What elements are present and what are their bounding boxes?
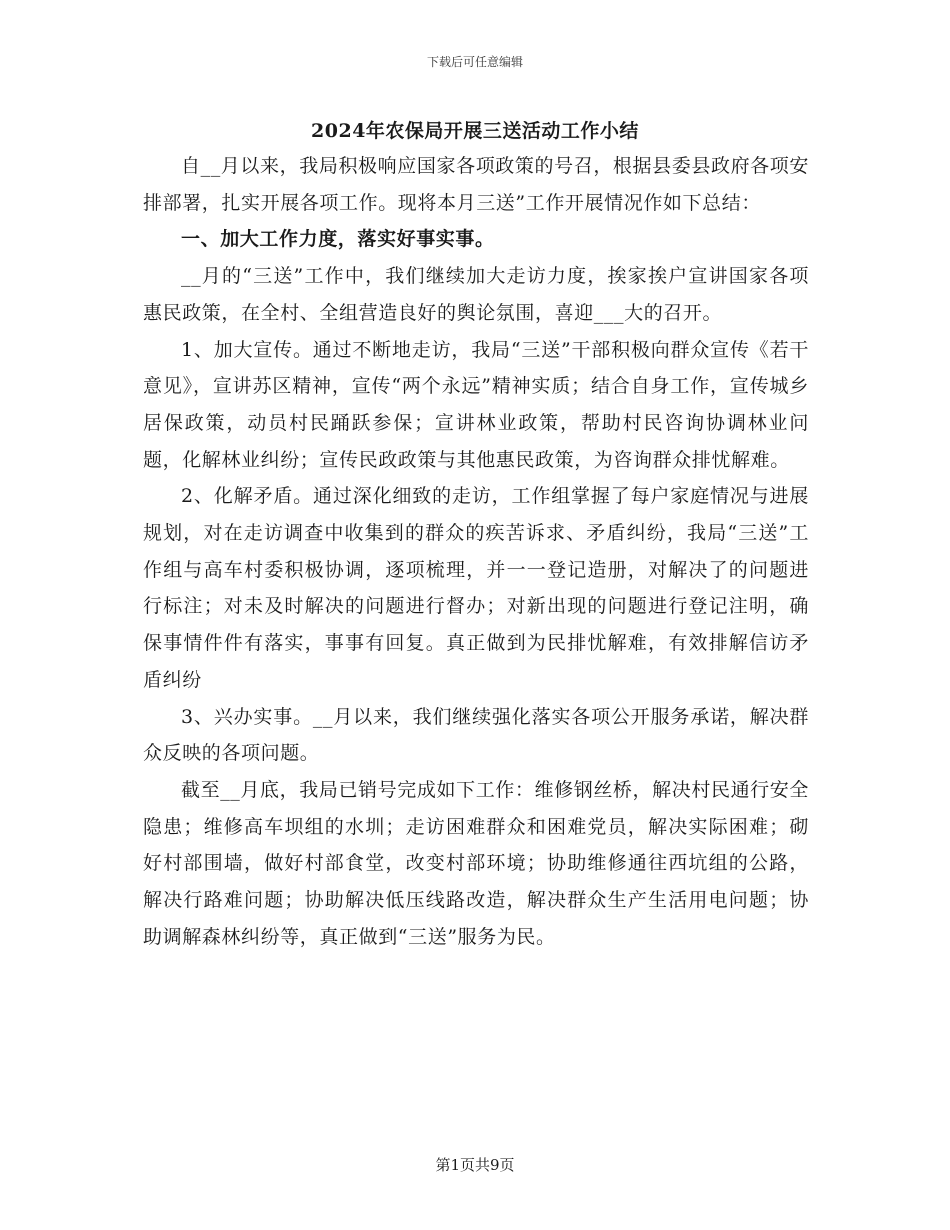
page-number-footer: 第1页共9页 xyxy=(435,1156,515,1174)
document-title: 2024年农保局开展三送活动工作小结 xyxy=(311,120,639,142)
paragraph-section-1-intro: __月的“三送”工作中，我们继续加大走访力度，挨家挨户宣讲国家各项惠民政策，在全村、全组营造良好的舆论氛围，喜迎___大的召开。 xyxy=(143,265,809,324)
paragraph-completed-work: 截至__月底，我局已销号完成如下工作：维修钢丝桥，解决村民通行安全隐患；维修高车坝组的水圳；走访困难群众和困难党员，解决实际困难；砌好村部围墙，做好村部食堂，改变村部环境；协助维修通往西坑组的公路，解决行路难问题；协助解决低压线路改造，解决群众生产生活用电问题；协助调解森林纠纷等，真正做到“三送”服务为民。 xyxy=(143,778,809,948)
paragraph-publicity: 1、加大宣传。通过不断地走访，我局“三送”干部积极向群众宣传《若干意见》，宣讲苏区精神，宣传“两个永远”精神实质；结合自身工作，宣传城乡居保政策，动员村民踊跃参保；宣讲林业政策，帮助村民咨询协调林业问题，化解林业纠纷；宣传民政政策与其他惠民政策，为咨询群众排忧解难。 xyxy=(143,338,809,471)
document-body xyxy=(143,148,809,955)
paragraph-intro: 自__月以来，我局积极响应国家各项政策的号召，根据县委县政府各项安排部署，扎实开展各项工作。现将本月三送”工作开展情况作如下总结： xyxy=(143,155,809,214)
section-heading-1: 一、加大工作力度，落实好事实事。 xyxy=(181,228,495,251)
header-note: 下载后可任意编辑 xyxy=(426,55,523,69)
paragraph-resolve-conflicts: 2、化解矛盾。通过深化细致的走访，工作组掌握了每户家庭情况与进展规划，对在走访调查中收集到的群众的疾苦诉求、矛盾纠纷，我局“三送”工作组与高车村委积极协调，逐项梳理，并一一登记造册，对解决了的问题进行标注；对未及时解决的问题进行督办；对新出现的问题进行登记注明，确保事情件件有落实，事事有回复。真正做到为民排忧解难，有效排解信访矛盾纠纷 xyxy=(143,485,809,691)
paragraph-practical-matters: 3、兴办实事。__月以来，我们继续强化落实各项公开服务承诺，解决群众反映的各项问题。 xyxy=(143,705,809,765)
